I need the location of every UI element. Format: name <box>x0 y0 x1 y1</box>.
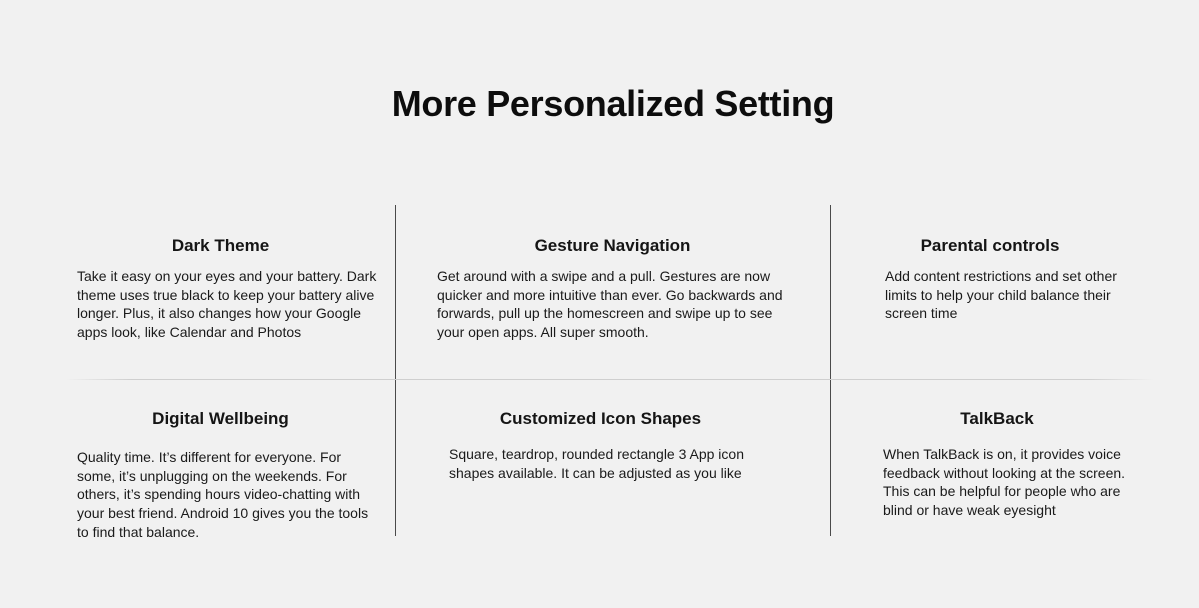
feature-card-talkback <box>883 409 1143 520</box>
feature-title: Parental controls <box>920 236 1060 255</box>
grid-divider-vertical-right <box>830 205 831 536</box>
feature-description: Square, teardrop, rounded rectangle 3 App icon shapes available. It can be adjusted as you like <box>449 446 744 481</box>
feature-card-customized-icon-shapes <box>449 409 759 482</box>
feature-description: Get around with a swipe and a pull. Gestures are now quicker and more intuitive than ever. Go backwards and forwards, pull up the homescreen and swipe up to see your open apps. All super smooth. <box>437 268 783 341</box>
feature-description: Take it easy on your eyes and your battery. Dark theme uses true black to keep your battery alive longer. Plus, it also changes how your Google apps look, like Calendar and Photos <box>77 268 377 341</box>
feature-title: Dark Theme <box>171 236 270 255</box>
feature-title: Customized Icon Shapes <box>499 409 702 428</box>
grid-divider-vertical-left <box>395 205 396 536</box>
feature-card-dark-theme <box>77 236 382 342</box>
page-title: More Personalized Setting <box>391 83 835 124</box>
feature-title: Digital Wellbeing <box>152 409 289 428</box>
feature-title: TalkBack <box>960 409 1034 428</box>
feature-card-parental-controls <box>885 236 1135 323</box>
feature-card-gesture-navigation <box>437 236 792 342</box>
feature-description: Quality time. It’s different for everyone. For some, it’s unplugging on the weekends. For others, it’s spending hours video-chatting with your best friend. Android 10 gives you the tools to find that balance. <box>77 449 369 540</box>
feature-title: Gesture Navigation <box>534 236 691 255</box>
feature-description: Add content restrictions and set other limits to help your child balance their screen time <box>885 268 1117 322</box>
feature-card-digital-wellbeing <box>77 409 382 542</box>
grid-divider-horizontal <box>66 379 1154 380</box>
feature-description: When TalkBack is on, it provides voice feedback without looking at the screen. This can be helpful for people who are blind or have weak eyesight <box>883 446 1126 519</box>
